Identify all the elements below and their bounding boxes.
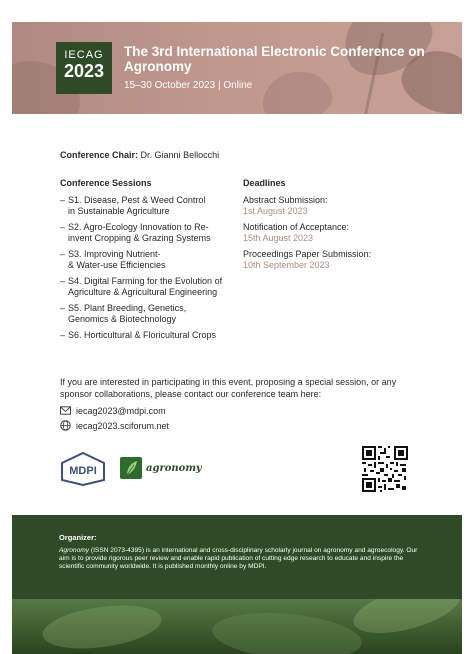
- conference-title: The 3rd International Electronic Conference on Agronomy: [124, 44, 425, 74]
- agronomy-logo: [120, 457, 202, 479]
- session-item: – S4. Digital Farming for the Evolution of Agriculture & Agricultural Engineering: [60, 276, 223, 297]
- journal-description: (ISSN 2073-4395) is an international and cross-disciplinary scholarly journal on agronomy and agroecology. Our aim is to provide rigorous peer review and enable rapid publication of cutting edge research to educate and inspire the scientific community worldwide. It is published monthly online by MDPI.: [59, 547, 418, 571]
- conference-logo-acronym: IECAG: [64, 49, 104, 61]
- chair-name: Dr. Gianni Bellocchi: [140, 150, 220, 160]
- globe-icon: [60, 420, 71, 431]
- deadline-date: 15th August 2023: [243, 233, 314, 243]
- conference-logo-year: 2023: [63, 61, 105, 81]
- journal-name: Agronomy: [59, 547, 90, 554]
- contact-email-row[interactable]: [60, 405, 166, 416]
- footer-leaf-decoration: [349, 599, 462, 643]
- deadline-item: [243, 195, 443, 217]
- conference-logo: [56, 42, 112, 94]
- session-item: – S6. Horticultural & Floricultural Crops: [60, 330, 217, 340]
- agronomy-logo-text: agronomy: [146, 462, 202, 474]
- session-line: S6. Horticultural & Floricultural Crops: [68, 330, 217, 340]
- contact-paragraph: If you are interested in participating in this event, proposing a special session, or any sponsor collaborations, please contact our conference team here:: [60, 377, 397, 399]
- session-line: & Water-use Efficiencies: [68, 260, 166, 270]
- deadline-label: Abstract Submission:: [243, 195, 328, 205]
- header-banner: [12, 22, 462, 114]
- session-line: S5. Plant Breeding, Genetics,: [68, 303, 187, 313]
- session-item: – S3. Improving Nutrient- & Water-use Efficiencies: [60, 249, 166, 270]
- session-line: S1. Disease, Pest & Weed Control: [68, 195, 206, 205]
- footer-plant-image: [12, 599, 462, 654]
- sessions-heading: Conference Sessions: [60, 178, 152, 188]
- session-item: – S5. Plant Breeding, Genetics, Genomics & Biotechnology: [60, 303, 187, 324]
- deadline-date: 1st August 2023: [243, 206, 308, 216]
- deadline-item: [243, 249, 443, 271]
- sessions-list: [60, 195, 240, 346]
- organizer-label: Organizer:: [59, 533, 97, 542]
- session-line: Genomics & Biotechnology: [68, 314, 177, 324]
- session-line: S2. Agro-Ecology Innovation to Re-: [68, 222, 209, 232]
- organizer-description: [59, 547, 419, 572]
- deadline-date: 10th September 2023: [243, 260, 330, 270]
- deadline-label: Proceedings Paper Submission:: [243, 249, 372, 259]
- contact-email[interactable]: iecag2023@mdpi.com: [76, 405, 166, 416]
- envelope-icon: [60, 405, 71, 416]
- organizer-footer: [12, 515, 462, 599]
- session-item: – S2. Agro-Ecology Innovation to Re- invent Cropping & Grazing Systems: [60, 222, 211, 243]
- chair-label: Conference Chair:: [60, 150, 139, 160]
- session-item: – S1. Disease, Pest & Weed Control in Sustainable Agriculture: [60, 195, 206, 216]
- deadline-item: [243, 222, 443, 244]
- session-line: invent Cropping & Grazing Systems: [68, 233, 211, 243]
- contact-website-row[interactable]: [60, 420, 169, 431]
- footer-leaf-decoration: [210, 608, 363, 654]
- session-line: Agriculture & Agricultural Engineering: [68, 287, 218, 297]
- qr-code-icon[interactable]: [362, 446, 408, 492]
- session-line: in Sustainable Agriculture: [68, 206, 170, 216]
- mdpi-logo-icon: [60, 452, 106, 486]
- leaf-icon: [120, 457, 142, 479]
- deadlines-heading: Deadlines: [243, 178, 286, 188]
- conference-date: 15–30 October 2023 | Online: [124, 80, 253, 91]
- deadline-label: Notification of Acceptance:: [243, 222, 350, 232]
- conference-chair: [60, 150, 219, 160]
- session-line: S4. Digital Farming for the Evolution of: [68, 276, 223, 286]
- mdpi-logo-text: MDPI: [69, 465, 97, 477]
- contact-website[interactable]: iecag2023.sciforum.net: [76, 420, 170, 431]
- footer-leaf-decoration: [40, 599, 164, 654]
- deadlines-list: [243, 195, 443, 276]
- session-line: S3. Improving Nutrient-: [68, 249, 161, 259]
